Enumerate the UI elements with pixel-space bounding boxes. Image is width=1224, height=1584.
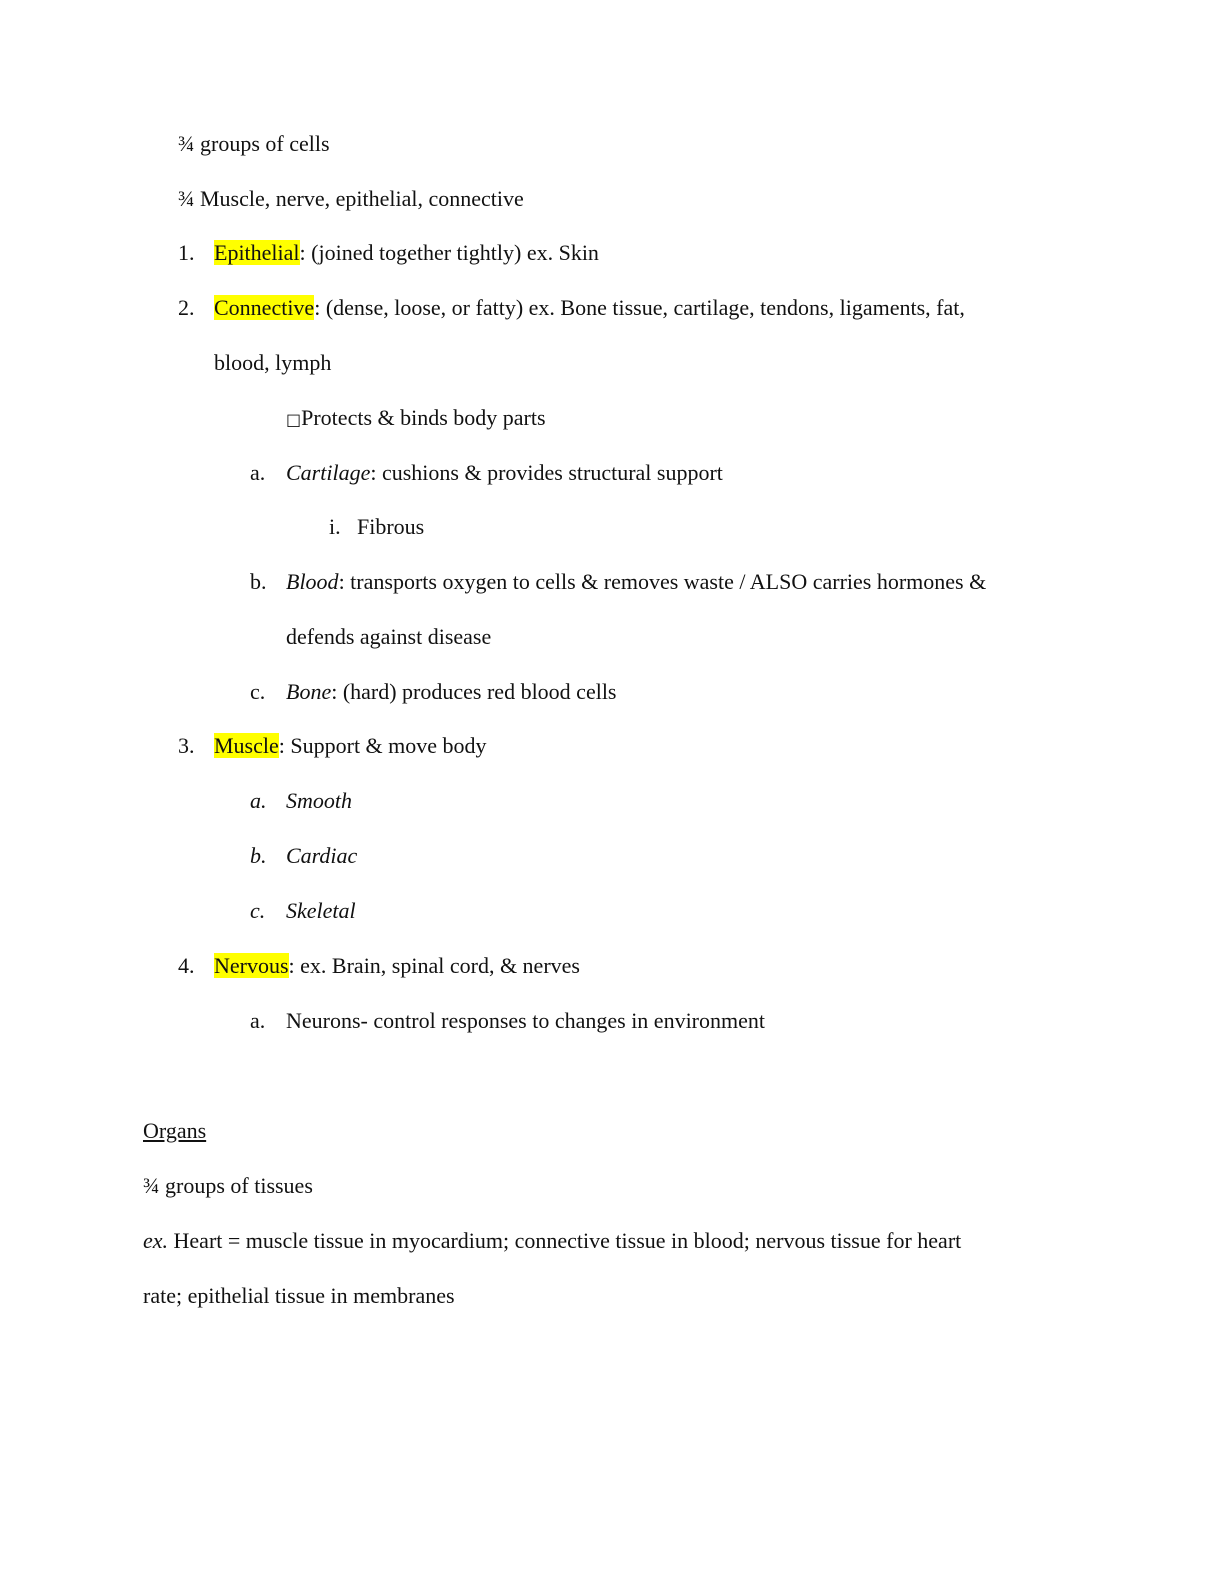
sub-item-skeletal: Skeletal	[286, 898, 356, 923]
list-number: 1.	[178, 240, 195, 265]
list-number: 3.	[178, 733, 195, 758]
sub-item-continuation: defends against disease	[286, 624, 492, 649]
highlighted-term: Connective	[214, 295, 315, 320]
highlighted-term: Muscle	[214, 733, 279, 758]
highlighted-term: Nervous	[214, 953, 289, 978]
bullet-symbol: ¾	[178, 186, 195, 211]
list-item-muscle: Muscle: Support & move body	[214, 733, 487, 758]
organs-example-continuation: rate; epithelial tissue in membranes	[143, 1283, 455, 1308]
sub-letter: b.	[250, 569, 267, 594]
sub-item-cartilage: Cartilage: cushions & provides structural support	[286, 460, 723, 485]
list-item-continuation: blood, lymph	[214, 350, 332, 375]
sub-item-bone: Bone: (hard) produces red blood cells	[286, 679, 617, 704]
sub-item-neurons: Neurons- control responses to changes in environment	[286, 1008, 765, 1033]
sub-letter: c.	[250, 679, 266, 704]
sub-letter: c.	[250, 898, 266, 923]
sub-letter: b.	[250, 843, 267, 868]
intro-line-1: ¾ groups of cells	[178, 131, 330, 156]
highlighted-term: Epithelial	[214, 240, 300, 265]
square-bullet-icon: □	[286, 410, 302, 429]
sub-item-blood: Blood: transports oxygen to cells & removes waste / ALSO carries hormones &	[286, 569, 987, 594]
sub-letter: a.	[250, 788, 267, 813]
list-item-epithelial: Epithelial: (joined together tightly) ex. Skin	[214, 240, 599, 265]
section-heading-organs: Organs	[143, 1118, 207, 1143]
sub-letter: a.	[250, 1008, 266, 1033]
list-number: 2.	[178, 295, 195, 320]
organs-intro-line: ¾ groups of tissues	[143, 1173, 313, 1198]
intro-line-2: ¾ Muscle, nerve, epithelial, connective	[178, 186, 524, 211]
sub-letter: a.	[250, 460, 266, 485]
bullet-symbol: ¾	[178, 131, 195, 156]
organs-example-line: ex. Heart = muscle tissue in myocardium; connective tissue in blood; nervous tissue for heart	[143, 1228, 962, 1253]
sub-item-cardiac: Cardiac	[286, 843, 358, 868]
example-label: ex.	[143, 1228, 169, 1253]
sub-item-smooth: Smooth	[286, 788, 352, 813]
list-number: 4.	[178, 953, 195, 978]
roman-numeral: i.	[329, 514, 341, 539]
list-item-connective: Connective: (dense, loose, or fatty) ex. Bone tissue, cartilage, tendons, ligaments, fat,	[214, 295, 965, 320]
sub-sub-item-fibrous: Fibrous	[357, 514, 425, 539]
note-line: □Protects & binds body parts	[286, 405, 546, 430]
list-item-nervous: Nervous: ex. Brain, spinal cord, & nerves	[214, 953, 580, 978]
bullet-symbol: ¾	[143, 1173, 160, 1198]
